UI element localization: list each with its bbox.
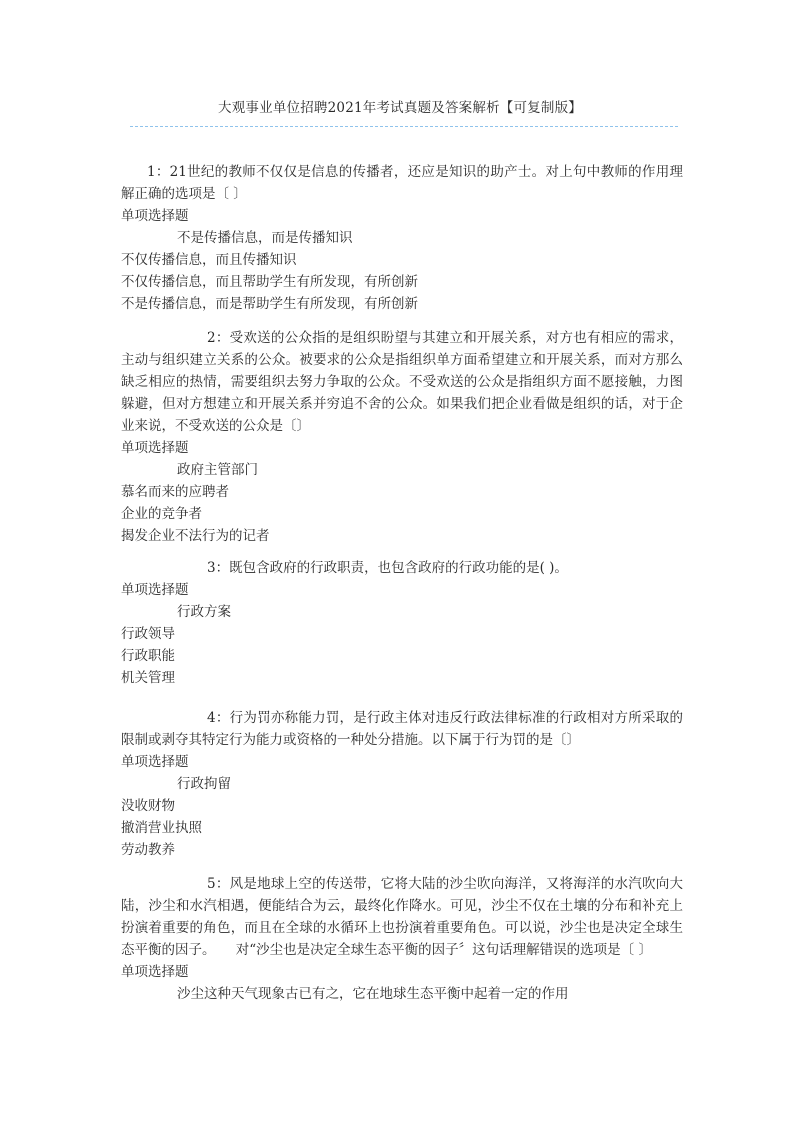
option-c: 撤消营业执照	[121, 820, 202, 836]
question-type: 单项选择题	[121, 440, 189, 456]
question-type: 单项选择题	[121, 582, 189, 598]
option-a: 政府主管部门	[177, 462, 258, 478]
question-3	[121, 557, 683, 689]
option-b: 慕名而来的应聘者	[121, 484, 229, 500]
option-a: 不是传播信息，而是传播知识	[177, 230, 353, 246]
question-type: 单项选择题	[121, 754, 189, 770]
option-b: 行政领导	[121, 626, 175, 642]
question-stem: 5：风是地球上空的传送带，它将大陆的沙尘吹向海洋，又将海洋的水汽吹向大陆，沙尘和水汽相遇，便能结合为云，最终化作降水。可见，沙尘不仅在土壤的分布和补充上扮演着重要的角色，而且在全球的水循环上也扮演着重要角色。可以说，沙尘也是决定全球生态平衡的因子。 对“沙尘也是决定全球生态平衡的因子〞这句话理解错误的选项是〔 〕	[121, 876, 683, 958]
question-type: 单项选择题	[121, 964, 189, 980]
option-a: 行政拘留	[177, 776, 231, 792]
question-stem: 3：既包含政府的行政职责，也包含政府的行政功能的是( )。	[207, 560, 568, 576]
option-d: 不是传播信息，而是帮助学生有所发现，有所创新	[121, 296, 418, 312]
option-d: 劳动教养	[121, 842, 175, 858]
question-stem: 2：受欢送的公众指的是组织盼望与其建立和开展关系，对方也有相应的需求，主动与组织建立关系的公众。被要求的公众是指组织单方面希望建立和开展关系，而对方那么缺乏相应的热情，需要组织去努力争取的公众。不受欢送的公众是指组织方面不愿接触，力图躲避，但对方想建立和开展关系并穷追不舍的公众。如果我们把企业看做是组织的话，对于企业来说，不受欢送的公众是〔〕	[121, 330, 683, 434]
question-stem: 4：行为罚亦称能力罚，是行政主体对违反行政法律标准的行政相对方所采取的限制或剥夺其特定行为能力或资格的一种处分措施。以下属于行为罚的是〔〕	[121, 710, 683, 748]
option-c: 行政职能	[121, 648, 175, 664]
option-d: 机关管理	[121, 670, 175, 686]
question-stem: 1：21世纪的教师不仅仅是信息的传播者，还应是知识的助产士。对上句中教师的作用理解正确的选项是〔 〕	[121, 164, 683, 202]
title-divider	[130, 126, 678, 127]
question-type: 单项选择题	[121, 208, 189, 224]
option-b: 没收财物	[121, 798, 175, 814]
option-c: 不仅传播信息，而且帮助学生有所发现，有所创新	[121, 274, 418, 290]
option-b: 不仅传播信息，而且传播知识	[121, 252, 297, 268]
option-a: 沙尘这种天气现象古已有之，它在地球生态平衡中起着一定的作用	[177, 986, 569, 1002]
option-c: 企业的竞争者	[121, 506, 202, 522]
option-d: 揭发企业不法行为的记者	[121, 528, 270, 544]
question-5	[121, 873, 683, 1005]
option-a: 行政方案	[177, 604, 231, 620]
question-4	[121, 707, 683, 861]
document-title: 大观事业单位招聘2021年考试真题及答案解析【可复制版】	[218, 100, 582, 116]
question-2	[121, 327, 683, 547]
question-1	[121, 161, 683, 315]
